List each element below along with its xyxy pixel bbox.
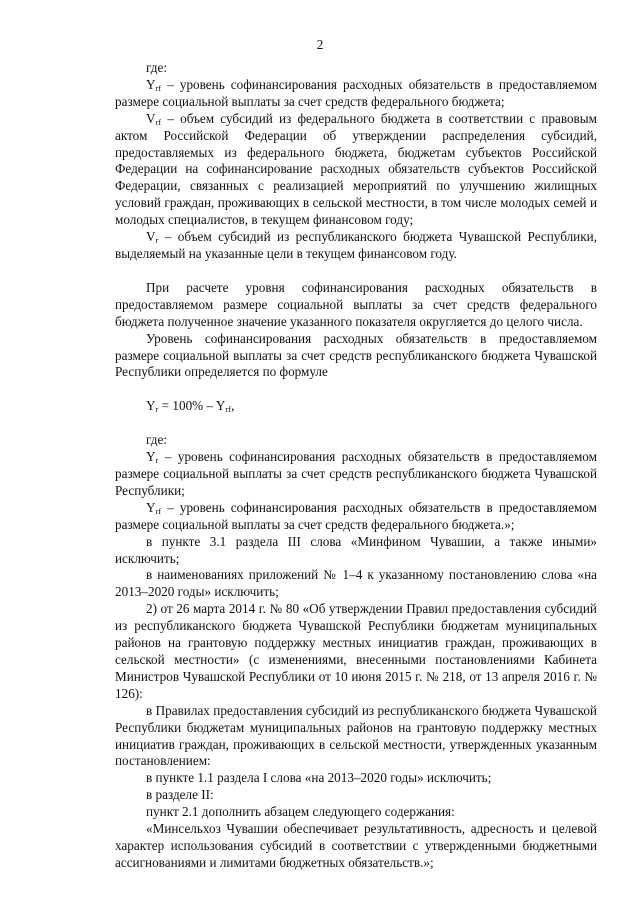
paragraph: пункт 2.1 дополнить абзацем следующего содержания: [146, 804, 455, 820]
paragraph: где: [146, 432, 167, 448]
document-body [115, 60, 597, 872]
paragraph: в наименованиях приложений № 1–4 к указанному постановлению слова «на 2013–2020 годы» исключить; [115, 567, 597, 600]
paragraph: $Y_r$ – уровень софинансирования расходных обязательств в предоставляемом размере социальной выплаты за счет средств республиканского бюджета Чувашской Республики; [115, 449, 597, 498]
paragraph: в разделе II: [146, 787, 214, 803]
paragraph: $Y_{rf}$ – уровень софинансирования расходных обязательств в предоставляемом размере социальной выплаты за счет средств федерального бюджета.»; [115, 499, 597, 532]
paragraph: в пункте 1.1 раздела I слова «на 2013–2020 годы» исключить; [146, 770, 492, 786]
paragraph: Уровень софинансирования расходных обязательств в предоставляемом размере социальной выплаты за счет средств республиканского бюджета Чувашской Республики определяется по формуле [115, 330, 597, 380]
paragraph: в Правилах предоставления субсидий из республиканского бюджета Чувашской Республики бюджетам муниципальных районов на грантовую поддержку местных инициатив граждан, проживающих в сельской местности, утвержденных указанным постановлением: [115, 702, 597, 769]
subscript: rf [155, 505, 162, 516]
paragraph: «Минсельхоз Чувашии обеспечивает результативность, адресность и целевой характер использования субсидий в соответствии с утвержденными бюджетными ассигнованиями и лимитами бюджетных обязательств.»; [115, 821, 597, 870]
subscript: rf [155, 82, 162, 93]
subscript: r [155, 235, 159, 246]
formula: $Y_r = 100\% - Y_{rf}$, [146, 398, 235, 415]
paragraph: в пункте 3.1 раздела III слова «Минфином Чувашии, а также иными» исключить; [115, 533, 597, 566]
subscript: r [155, 455, 159, 466]
paragraph: $Y_{rf}$ – уровень софинансирования расходных обязательств в предоставляемом размере социальной выплаты за счет средств федерального бюджета; [115, 76, 597, 109]
paragraph: $V_{rf}$ – объем субсидий из федерального бюджета в соответствии с правовым актом Российской Федерации об утверждении распределения субсидий, предоставляемых из федерального бюджета, бюджетам субъектов Российской Федерации на софинансирование расходных обязательств субъектов Российской Федерации, связанных с реализацией мероприятий по улучшению жилищных условий граждан, проживающих в сельской местности, в том числе молодых семей и молодых специалистов, в текущем финансовом году; [115, 110, 597, 228]
paragraph: где: [146, 60, 167, 75]
subscript: r [155, 404, 159, 415]
paragraph: При расчете уровня софинансирования расходных обязательств в предоставляемом размере социальной выплаты за счет средств федерального бюджета полученное значение указанного показателя округляется до целого числа. [115, 279, 597, 329]
subscript: rf [155, 116, 162, 127]
paragraph: $V_r$ – объем субсидий из республиканского бюджета Чувашской Республики, выделяемый на указанные цели в текущем финансовом году. [115, 229, 597, 261]
page-number: 2 [316, 37, 324, 52]
paragraph: 2) от 26 марта 2014 г. № 80 «Об утверждении Правил предоставления субсидий из республиканского бюджета Чувашской Республики бюджетам муниципальных районов на грантовую поддержку местных инициатив граждан, проживающих в сельской местности» (с изменениями, внесенными постановлениями Кабинета Министров Чувашской Республики от 10 июня 2015 г. № 218, от 13 апреля 2016 г. № 126): [115, 601, 597, 701]
subscript: rf [225, 404, 232, 415]
